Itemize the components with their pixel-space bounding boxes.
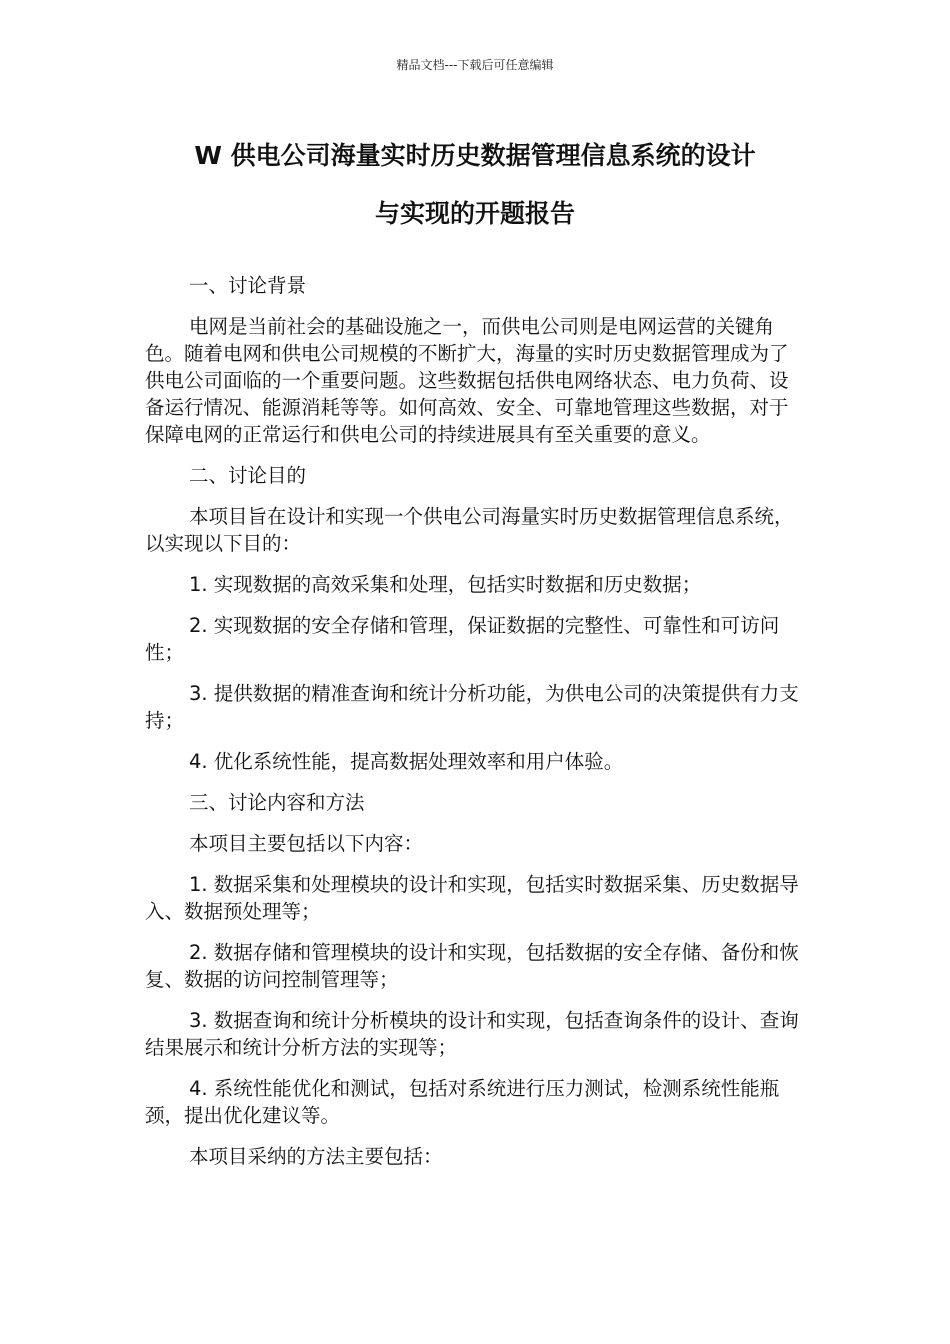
document-body (145, 272, 805, 1184)
section-heading-purpose: 二、讨论目的 (189, 464, 307, 487)
content-item-3: 3. 数据查询和统计分析模块的设计和实现，包括查询条件的设计、查询结果展示和统计分析方法的实现等； (145, 1009, 799, 1059)
paragraph-background: 电网是当前社会的基础设施之一，而供电公司则是电网运营的关键角色。随着电网和供电公司规模的不断扩大，海量的实时历史数据管理成为了供电公司面临的一个重要问题。这些数据包括供电网络状态、电力负荷、设备运行情况、能源消耗等等。如何高效、安全、可靠地管理这些数据，对于保障电网的正常运行和供电公司的持续进展具有至关重要的意义。 (145, 315, 789, 446)
paragraph-method-intro: 本项目采纳的方法主要包括： (189, 1145, 443, 1168)
page-header: 精品文档---下载后可任意编辑 (396, 58, 554, 72)
purpose-item-1: 1. 实现数据的高效采集和处理，包括实时数据和历史数据； (189, 573, 702, 596)
section-heading-background: 一、讨论背景 (189, 274, 307, 297)
paragraph-purpose-intro: 本项目旨在设计和实现一个供电公司海量实时历史数据管理信息系统，以实现以下目的： (145, 505, 794, 555)
document-title-line-2: 与实现的开题报告 (374, 199, 575, 228)
purpose-item-3: 3. 提供数据的精准查询和统计分析功能，为供电公司的决策提供有力支持； (145, 682, 799, 732)
content-item-2: 2. 数据存储和管理模块的设计和实现，包括数据的安全存储、备份和恢复、数据的访问控制管理等； (145, 941, 799, 991)
section-heading-content-method: 三、讨论内容和方法 (189, 791, 365, 814)
document-title-line-1: W 供电公司海量实时历史数据管理信息系统的设计 (194, 141, 756, 170)
paragraph-content-intro: 本项目主要包括以下内容： (189, 832, 424, 855)
purpose-item-2: 2. 实现数据的安全存储和管理，保证数据的完整性、可靠性和可访问性； (145, 614, 780, 664)
content-item-4: 4. 系统性能优化和测试，包括对系统进行压力测试，检测系统性能瓶颈，提出优化建议等。 (145, 1077, 780, 1127)
content-item-1: 1. 数据采集和处理模块的设计和实现，包括实时数据采集、历史数据导入、数据预处理等； (145, 873, 799, 923)
purpose-item-4: 4. 优化系统性能，提高数据处理效率和用户体验。 (189, 750, 624, 773)
